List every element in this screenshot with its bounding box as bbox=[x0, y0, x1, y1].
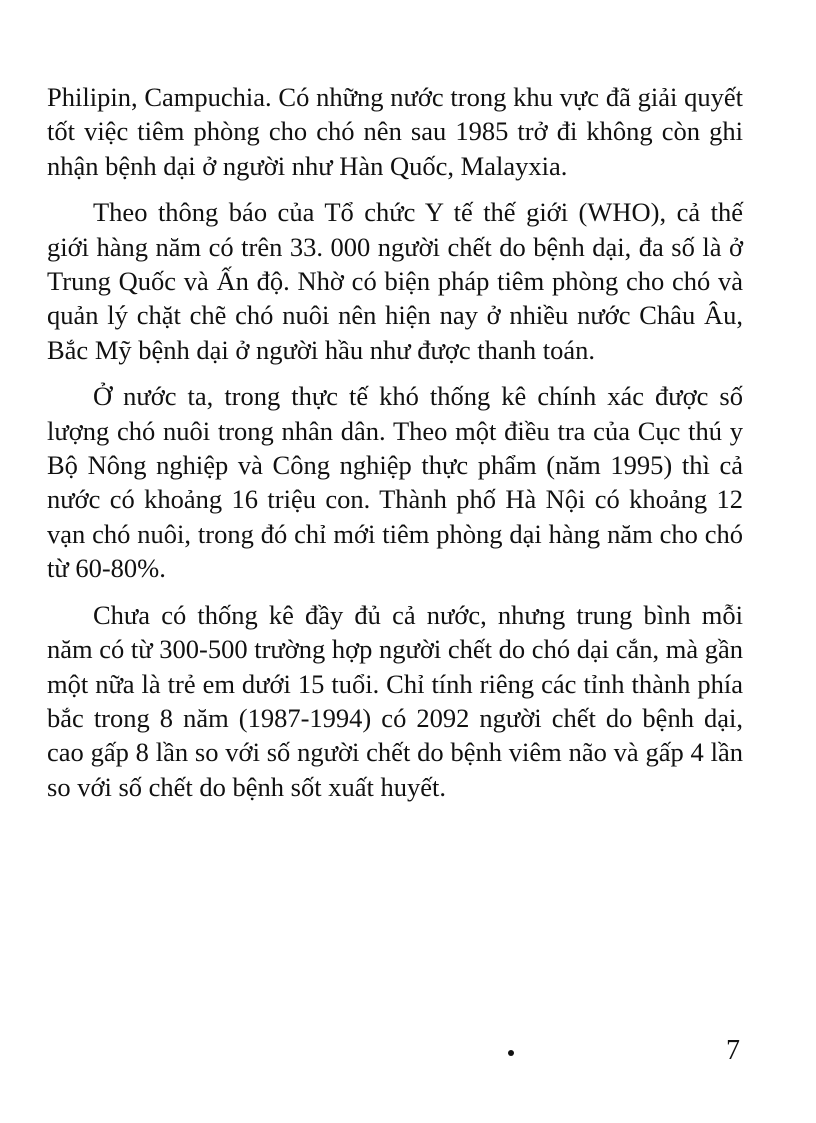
paragraph-4: Chưa có thống kê đầy đủ cả nước, nhưng trung bình mỗi năm có từ 300-500 trường hợp người chết do chó dại cắn, mà gần một nữa là trẻ em dưới 15 tuổi. Chỉ tính riêng các tỉnh thành phía bắc trong 8 năm (1987-1994) có 2092 người chết do bệnh dại, cao gấp 8 lần so với số người chết do bệnh viêm não và gấp 4 lần so với số chết do bệnh sốt xuất huyết. bbox=[47, 599, 743, 802]
paragraph-2: Theo thông báo của Tổ chức Y tế thế giới (WHO), cả thế giới hàng năm có trên 33. 000 người chết do bệnh dại, đa số là ở Trung Quốc và Ấn độ. Nhờ có biện pháp tiêm phòng cho chó và quản lý chặt chẽ chó nuôi nên hiện nay ở nhiều nước Châu Âu, Bắc Mỹ bệnh dại ở người hầu như được thanh toán. bbox=[47, 197, 743, 365]
paragraph-1: Philipin, Campuchia. Có những nước trong khu vực đã giải quyết tốt việc tiêm phòng cho chó nên sau 1985 trở đi không còn ghi nhận bệnh dại ở người như Hàn Quốc, Malayxia. bbox=[47, 82, 743, 181]
page-number: 7 bbox=[726, 1035, 740, 1066]
stray-dot-mark bbox=[508, 1050, 514, 1056]
body-text bbox=[47, 80, 743, 816]
paragraph-3: Ở nước ta, trong thực tế khó thống kê chính xác được số lượng chó nuôi trong nhân dân. Theo một điều tra của Cục thú y Bộ Nông nghiệp và Công nghiệp thực phẩm (năm 1995) thì cả nước có khoảng 16 triệu con. Thành phố Hà Nội có khoảng 12 vạn chó nuôi, trong đó chỉ mới tiêm phòng dại hàng năm cho chó từ 60-80%. bbox=[47, 381, 743, 584]
